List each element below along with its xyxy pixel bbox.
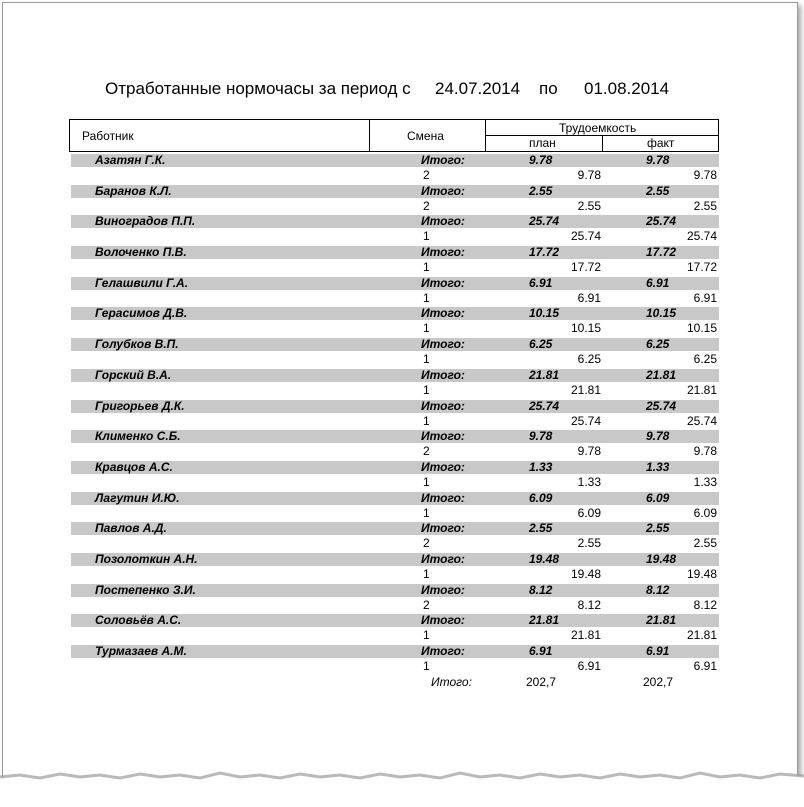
table-row <box>69 305 719 336</box>
plan-value: 9.78 <box>577 168 601 182</box>
fact-value: 10.15 <box>686 321 717 336</box>
shift-value: 1 <box>423 321 430 336</box>
table-row <box>69 428 719 459</box>
employee-name: Постепенко З.И. <box>95 582 196 597</box>
fact-value: 17.72 <box>686 260 717 275</box>
plan-value: 21.81 <box>570 382 601 397</box>
shift-value: 2 <box>423 198 430 213</box>
fact-value: 19.48 <box>686 566 717 581</box>
fact-value: 6.91 <box>693 659 717 673</box>
grand-total-label: Итого: <box>431 675 472 689</box>
plan-total: 17.72 <box>529 245 560 260</box>
row-total-label: Итого: <box>421 613 465 628</box>
plan-total: 1.33 <box>529 459 553 474</box>
fact-total: 2.55 <box>646 521 670 536</box>
report-page <box>2 2 798 805</box>
fact-total: 9.78 <box>646 429 670 444</box>
fact-value: 8.12 <box>693 597 717 612</box>
plan-value: 10.15 <box>570 321 601 336</box>
fact-total: 19.48 <box>646 551 677 566</box>
fact-value: 21.81 <box>686 382 717 397</box>
shift-value: 1 <box>423 382 430 397</box>
fact-total: 6.91 <box>646 275 670 290</box>
employee-name: Кравцов А.С. <box>95 459 173 474</box>
employee-name: Голубков В.П. <box>95 337 179 352</box>
employee-name: Позолоткин А.Н. <box>95 551 198 566</box>
shift-value: 1 <box>423 290 430 305</box>
table-row <box>69 152 719 183</box>
employee-name: Турмазаев А.М. <box>95 644 187 658</box>
row-highlight <box>71 522 719 535</box>
row-total-label: Итого: <box>421 644 465 658</box>
employee-name: Волоченко П.В. <box>95 245 187 260</box>
fact-column-header: факт <box>647 136 675 150</box>
employee-list <box>69 152 719 674</box>
plan-value: 1.33 <box>577 474 601 489</box>
plan-total: 25.74 <box>529 214 560 229</box>
row-total-label: Итого: <box>421 521 465 536</box>
table-row <box>69 244 719 275</box>
row-total-label: Итого: <box>421 459 465 474</box>
employee-name: Соловьёв А.С. <box>95 613 182 628</box>
employee-name: Горский В.А. <box>95 367 172 382</box>
fact-total: 25.74 <box>646 398 677 413</box>
employee-name: Гелашвили Г.А. <box>95 275 189 290</box>
table-row <box>69 459 719 490</box>
shift-value: 1 <box>423 628 430 643</box>
row-highlight <box>71 154 719 167</box>
table-row <box>69 490 719 521</box>
worker-column-header: Работник <box>82 129 134 143</box>
employee-name: Григорьев Д.К. <box>95 398 185 413</box>
plan-value: 6.09 <box>577 505 601 520</box>
fact-value: 6.09 <box>693 505 717 520</box>
employee-name: Герасимов Д.В. <box>95 306 188 321</box>
fact-total: 9.78 <box>646 153 670 167</box>
table-row <box>69 213 719 244</box>
labor-column-header: Трудоемкость <box>559 121 637 135</box>
employee-name: Павлов А.Д. <box>95 521 167 536</box>
plan-total: 2.55 <box>529 183 553 198</box>
torn-paper-edge <box>0 765 804 807</box>
fact-total: 6.91 <box>646 644 670 658</box>
shift-column-header: Смена <box>407 129 444 143</box>
table-row <box>69 336 719 367</box>
fact-total: 25.74 <box>646 214 677 229</box>
table-row <box>69 582 719 613</box>
fact-total: 6.25 <box>646 337 670 352</box>
row-total-label: Итого: <box>421 367 465 382</box>
plan-total: 21.81 <box>529 367 560 382</box>
plan-total: 19.48 <box>529 551 560 566</box>
fact-total: 21.81 <box>646 613 677 628</box>
plan-value: 21.81 <box>570 628 601 643</box>
plan-value: 25.74 <box>570 413 601 428</box>
employee-name: Виноградов П.П. <box>95 214 196 229</box>
table-row <box>69 520 719 551</box>
plan-value: 6.25 <box>577 352 601 367</box>
date-separator: по <box>539 79 558 98</box>
plan-value: 2.55 <box>577 198 601 213</box>
date-to: 01.08.2014 <box>584 79 670 98</box>
employee-name: Баранов К.Л. <box>95 183 172 198</box>
shift-value: 1 <box>423 229 430 244</box>
plan-value: 6.91 <box>577 659 601 673</box>
plan-total: 21.81 <box>529 613 560 628</box>
plan-value: 2.55 <box>577 536 601 551</box>
date-from: 24.07.2014 <box>435 79 521 98</box>
plan-value: 6.91 <box>577 290 601 305</box>
table-row <box>69 643 719 674</box>
plan-total: 9.78 <box>529 429 553 444</box>
fact-total: 1.33 <box>646 459 670 474</box>
report-title: Отработанные нормочасы за период с <box>105 79 411 98</box>
plan-total: 9.78 <box>529 153 553 167</box>
shift-value: 1 <box>423 413 430 428</box>
plan-total: 6.09 <box>529 490 553 505</box>
fact-value: 2.55 <box>693 198 717 213</box>
fact-value: 1.33 <box>693 474 717 489</box>
plan-value: 25.74 <box>570 229 601 244</box>
plan-value: 9.78 <box>577 444 601 459</box>
plan-total: 25.74 <box>529 398 560 413</box>
fact-total: 8.12 <box>646 582 670 597</box>
fact-value: 25.74 <box>686 229 717 244</box>
row-total-label: Итого: <box>421 429 465 444</box>
table-row <box>69 612 719 643</box>
plan-column-header: план <box>529 136 556 150</box>
plan-total: 10.15 <box>529 306 560 321</box>
shift-value: 2 <box>423 536 430 551</box>
shift-value: 1 <box>423 352 430 367</box>
table-row <box>69 367 719 398</box>
grand-total-fact: 202,7 <box>643 675 674 689</box>
shift-value: 1 <box>423 505 430 520</box>
fact-value: 9.78 <box>693 168 717 182</box>
fact-value: 6.91 <box>693 290 717 305</box>
plan-total: 2.55 <box>529 521 553 536</box>
row-total-label: Итого: <box>421 398 465 413</box>
table-header <box>69 119 719 152</box>
fact-total: 17.72 <box>646 245 677 260</box>
row-total-label: Итого: <box>421 275 465 290</box>
plan-value: 17.72 <box>570 260 601 275</box>
fact-total: 21.81 <box>646 367 677 382</box>
row-total-label: Итого: <box>421 490 465 505</box>
row-total-label: Итого: <box>421 183 465 198</box>
fact-value: 2.55 <box>693 536 717 551</box>
fact-value: 21.81 <box>686 628 717 643</box>
shift-value: 1 <box>423 474 430 489</box>
row-total-label: Итого: <box>421 337 465 352</box>
fact-total: 2.55 <box>646 183 670 198</box>
row-total-label: Итого: <box>421 245 465 260</box>
fact-value: 9.78 <box>693 444 717 459</box>
employee-name: Лагутин И.Ю. <box>95 490 180 505</box>
shift-value: 2 <box>423 444 430 459</box>
row-total-label: Итого: <box>421 306 465 321</box>
plan-value: 8.12 <box>577 597 601 612</box>
plan-total: 8.12 <box>529 582 553 597</box>
fact-value: 6.25 <box>693 352 717 367</box>
shift-value: 2 <box>423 168 430 182</box>
employee-name: Клименко С.Б. <box>95 429 181 444</box>
fact-total: 6.09 <box>646 490 670 505</box>
shift-value: 1 <box>423 566 430 581</box>
shift-value: 2 <box>423 597 430 612</box>
table-row <box>69 551 719 582</box>
row-total-label: Итого: <box>421 582 465 597</box>
table-row <box>69 275 719 306</box>
row-total-label: Итого: <box>421 551 465 566</box>
plan-value: 19.48 <box>570 566 601 581</box>
fact-value: 25.74 <box>686 413 717 428</box>
employee-name: Азатян Г.К. <box>95 153 166 167</box>
plan-total: 6.91 <box>529 275 553 290</box>
table-row <box>69 183 719 214</box>
plan-total: 6.25 <box>529 337 553 352</box>
shift-value: 1 <box>423 659 430 673</box>
plan-total: 6.91 <box>529 644 553 658</box>
row-total-label: Итого: <box>421 214 465 229</box>
shift-value: 1 <box>423 260 430 275</box>
grand-total-plan: 202,7 <box>526 675 557 689</box>
table-row <box>69 398 719 429</box>
row-total-label: Итого: <box>421 153 465 167</box>
fact-total: 10.15 <box>646 306 677 321</box>
